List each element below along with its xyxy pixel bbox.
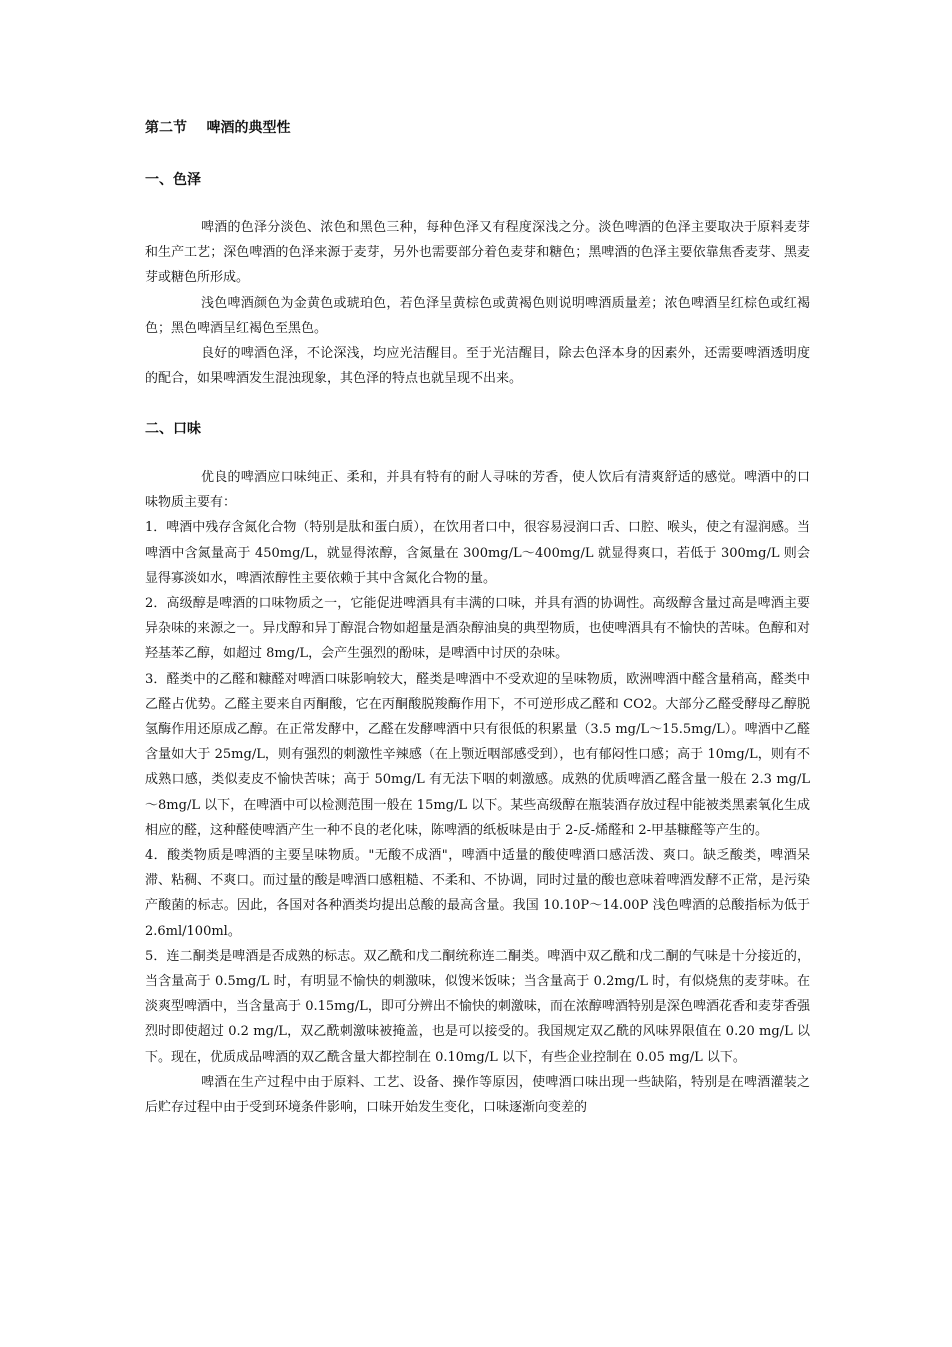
taste-item: 1．啤酒中残存含氮化合物（特别是肽和蛋白质），在饮用者口中，很容易浸润口舌、口腔、喉头，使之有湿润感。当啤酒中含氮量高于 450mg/L，就显得浓醇，含氮量在 300mg/L～400mg/L 就显得爽口，若低于 300mg/L 则会显得寡淡如水，啤酒浓醇性主要依赖于其中含氮化合物的量。 [145, 520, 810, 586]
taste-item: 2．高级醇是啤酒的口味物质之一，它能促进啤酒具有丰满的口味，并具有酒的协调性。高级醇含量过高是啤酒主要异杂味的来源之一。异戊醇和异丁醇混合物如超量是酒杂醇油臭的典型物质，也使啤酒具有不愉快的苦味。色醇和对羟基苯乙醇，如超过 8mg/L，会产生强烈的酚味，是啤酒中讨厌的杂味。 [145, 596, 810, 662]
taste-item: 5．连二酮类是啤酒是否成熟的标志。双乙酰和戊二酮统称连二酮类。啤酒中双乙酰和戊二酮的气味是十分接近的，当含量高于 0.5mg/L 时，有明显不愉快的刺激味，似馊米饭味；当含量高于 0.2mg/L 时，有似烧焦的麦芽味。在淡爽型啤酒中，当含量高于 0.15mg/L，即可分辨出不愉快的刺激味，而在浓醇啤酒特别是深色啤酒花香和麦芽香强烈时即使超过 0.2 mg/L，双乙酰刺激味被掩盖，也是可以接受的。我国规定双乙酰的风味界限值在 0.20 mg/L 以下。现在，优质成品啤酒的双乙酰含量大都控制在 0.10mg/L 以下，有些企业控制在 0.05 mg/L 以下。 [145, 948, 810, 1065]
color-paragraph: 浅色啤酒颜色为金黄色或琥珀色，若色泽呈黄棕色或黄褐色则说明啤酒质量差；浓色啤酒呈红棕色或红褐色；黑色啤酒呈红褐色至黑色。 [145, 295, 810, 336]
color-section-body [145, 215, 810, 391]
taste-section-body [145, 465, 810, 1120]
taste-item: 4．酸类物质是啤酒的主要呈味物质。"无酸不成酒"，啤酒中适量的酸使啤酒口感活泼、爽口。缺乏酸类，啤酒呆滞、粘稠、不爽口。而过量的酸是啤酒口感粗糙、不柔和、不协调，同时过量的酸也意味着啤酒发酵不正常，是污染产酸菌的标志。因此，各国对各种酒类均提出总酸的最高含量。我国 10.10P～14.00P 浅色啤酒的总酸指标为低于 2.6ml/100ml。 [145, 848, 810, 939]
heading-color: 一、色泽 [145, 172, 201, 188]
taste-intro: 优良的啤酒应口味纯正、柔和，并具有特有的耐人寻味的芳香，使人饮后有清爽舒适的感觉。啤酒中的口味物质主要有： [145, 470, 810, 511]
color-paragraph: 啤酒的色泽分淡色、浓色和黑色三种，每种色泽又有程度深浅之分。淡色啤酒的色泽主要取决于原料麦芽和生产工艺；深色啤酒的色泽来源于麦芽，另外也需要部分着色麦芽和糖色；黑啤酒的色泽主要依靠焦香麦芽、黑麦芽或糖色所形成。 [145, 220, 810, 286]
heading-taste: 二、口味 [145, 421, 201, 437]
taste-closing: 啤酒在生产过程中由于原料、工艺、设备、操作等原因，使啤酒口味出现一些缺陷，特别是在啤酒灌装之后贮存过程中由于受到环境条件影响，口味开始发生变化，口味逐渐向变差的 [145, 1074, 810, 1116]
color-paragraph: 良好的啤酒色泽，不论深浅，均应光洁醒目。至于光洁醒目，除去色泽本身的因素外，还需要啤酒透明度的配合，如果啤酒发生混浊现象，其色泽的特点也就呈现不出来。 [145, 346, 810, 387]
taste-item: 3．醛类中的乙醛和糠醛对啤酒口味影响较大，醛类是啤酒中不受欢迎的呈味物质，欧洲啤酒中醛含量稍高，醛类中乙醛占优势。乙醛主要来自丙酮酸，它在丙酮酸脱羧酶作用下，不可逆形成乙醛和 CO2。大部分乙醛受酵母乙醇脱氢酶作用还原成乙醇。在正常发酵中，乙醛在发酵啤酒中只有很低的积累量（3.5 mg/L～15.5mg/L）。啤酒中乙醛含量如大于 25mg/L，则有强烈的刺激性辛辣感（在上颚近咽部感受到），也有郁闷性口感；高于 10mg/L，则有不成熟口感，类似麦皮不愉快苦味；高于 50mg/L 有无法下咽的刺激感。成熟的优质啤酒乙醛含量一般在 2.3 mg/L～8mg/L 以下，在啤酒中可以检测范围一般在 15mg/L 以下。某些高级醇在瓶装酒存放过程中能被类黑素氧化生成相应的醛，这种醛使啤酒产生一种不良的老化味，陈啤酒的纸板味是由于 2-反-烯醛和 2-甲基糠醛等产生的。 [145, 671, 810, 838]
section-title: 第二节 啤酒的典型性 [145, 120, 291, 136]
